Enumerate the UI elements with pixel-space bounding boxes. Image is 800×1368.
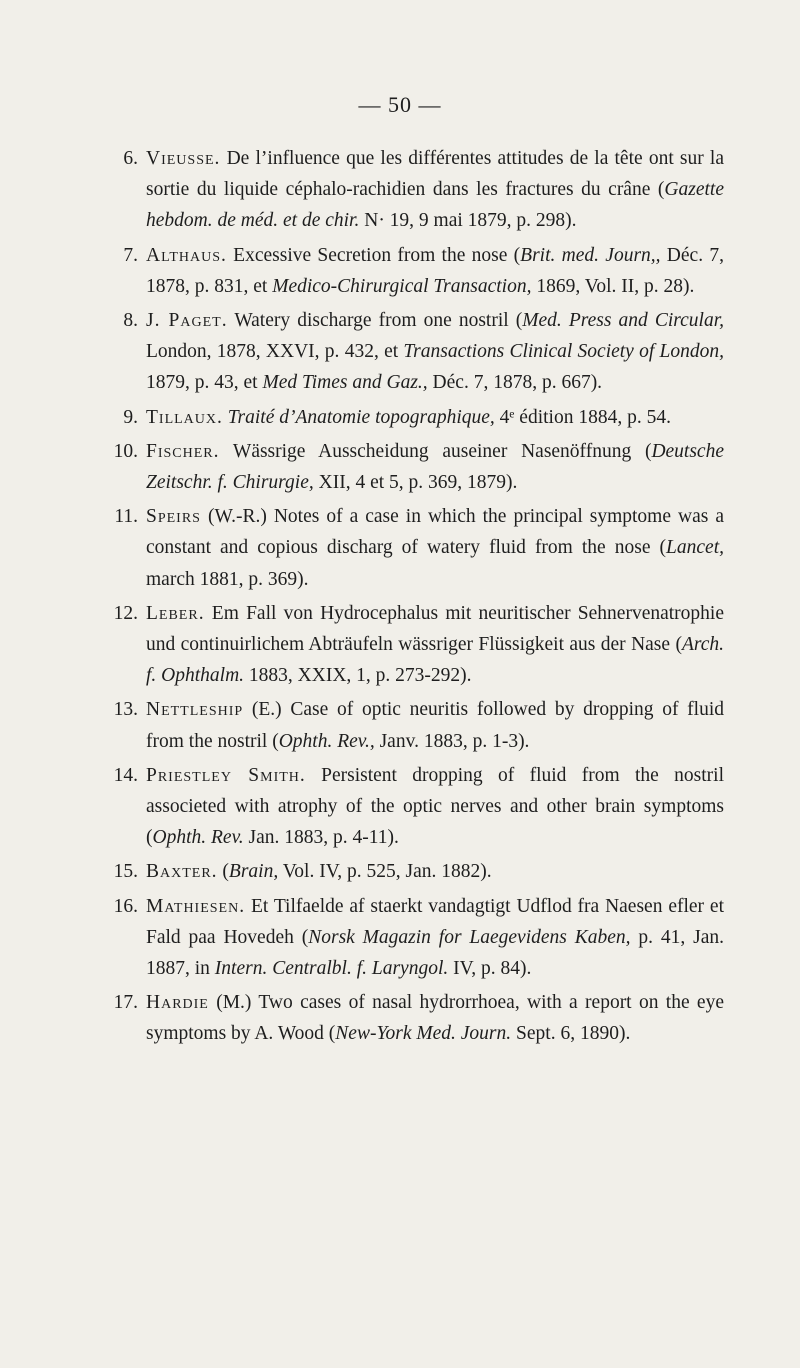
reference-text bbox=[146, 240, 724, 302]
reference-detail: Déc. 7, 1878, p. 831, et bbox=[146, 244, 724, 297]
reference-source-title: Transactions Clinical Society of London, bbox=[403, 341, 724, 363]
reference-entry bbox=[104, 891, 724, 985]
reference-text bbox=[146, 760, 724, 854]
reference-text bbox=[146, 891, 724, 985]
reference-number: 8. bbox=[123, 310, 138, 332]
reference-source-title: Deutsche Zeitschr. f. Chirurgie, bbox=[146, 440, 724, 494]
reference-entry bbox=[104, 760, 724, 854]
reference-detail: Excessive Secretion from the nose ( bbox=[226, 244, 521, 266]
reference-detail: 4ᵉ édition 1884, p. 54. bbox=[494, 406, 671, 428]
reference-entry bbox=[104, 694, 724, 756]
reference-author: Baxter. bbox=[146, 861, 218, 883]
reference-text bbox=[146, 987, 724, 1049]
reference-text bbox=[146, 501, 724, 595]
reference-detail: Persistent dropping of fluid from the nostril associeted with atrophy of the optic nerves and other brain symptoms ( bbox=[146, 764, 724, 849]
reference-number: 11. bbox=[114, 506, 138, 528]
reference-author: Mathiesen. bbox=[146, 895, 246, 917]
reference-entry bbox=[104, 143, 724, 237]
reference-number: 6. bbox=[123, 148, 138, 169]
reference-detail: 1879, p. 43, et bbox=[146, 372, 263, 394]
reference-detail: XII, 4 et 5, p. 369, 1879). bbox=[313, 472, 518, 494]
reference-detail: Sept. 6, 1890). bbox=[511, 1023, 631, 1045]
reference-number: 17. bbox=[113, 992, 138, 1014]
reference-detail: London, 1878, XXVI, p. 432, et bbox=[146, 341, 404, 363]
reference-number: 7. bbox=[123, 244, 138, 266]
reference-number: 9. bbox=[123, 406, 138, 428]
reference-source-title: Traité d’Anatomie topographique, bbox=[227, 406, 495, 428]
reference-detail: p. 41, Jan. 1887, in bbox=[146, 926, 724, 980]
reference-author: J. Paget. bbox=[146, 310, 228, 332]
reference-entry bbox=[104, 305, 724, 399]
reference-detail: march 1881, p. 369). bbox=[146, 568, 309, 590]
reference-detail: Jan. 1883, p. 4-11). bbox=[243, 827, 399, 849]
reference-text bbox=[146, 598, 724, 692]
reference-entry bbox=[104, 240, 724, 302]
reference-source-title: Medico-Chirurgical Transaction, bbox=[272, 275, 532, 297]
page-number: — 50 — bbox=[358, 92, 442, 117]
reference-text bbox=[146, 856, 724, 887]
reference-author: Speirs bbox=[146, 506, 201, 528]
reference-author: Vieusse. bbox=[146, 148, 221, 169]
reference-number: 10. bbox=[113, 440, 138, 462]
reference-detail: Em Fall von Hydrocephalus mit neuritischer Sehnervenatrophie und continuirlichem Abträufeln wässriger Flüssigkeit aus der Nase ( bbox=[146, 602, 724, 656]
reference-entry bbox=[104, 987, 724, 1049]
reference-source-title: Med. Press and Circular, bbox=[522, 310, 725, 332]
reference-detail: Déc. 7, 1878, p. 667). bbox=[427, 372, 603, 394]
reference-text bbox=[146, 436, 724, 498]
reference-detail: Janv. 1883, p. 1-3). bbox=[374, 730, 530, 752]
reference-source-title: Arch. f. Ophthalm. bbox=[146, 634, 724, 687]
reference-entry bbox=[104, 501, 724, 595]
reference-source-title: Brit. med. Journ,, bbox=[520, 244, 661, 266]
reference-detail: Wässrige Ausscheidung auseiner Nasenöffnung ( bbox=[219, 440, 652, 462]
reference-text bbox=[146, 694, 724, 756]
reference-author: Althaus. bbox=[146, 244, 227, 266]
reference-number: 16. bbox=[113, 895, 138, 917]
reference-author: Hardie bbox=[146, 992, 209, 1014]
reference-text bbox=[146, 402, 724, 433]
reference-source-title: Med Times and Gaz., bbox=[262, 372, 428, 394]
reference-detail: 1883, XXIX, 1, p. 273-292). bbox=[244, 665, 472, 687]
reference-number: 15. bbox=[113, 861, 138, 883]
reference-author: Fischer. bbox=[146, 440, 220, 462]
reference-author: Leber. bbox=[146, 602, 205, 624]
reference-detail: Et Tilfaelde af staerkt vandagtigt Udflod fra Naesen efler et Fald paa Hovedeh ( bbox=[146, 895, 724, 948]
reference-text bbox=[146, 305, 724, 399]
reference-author: Tillaux. bbox=[146, 406, 223, 428]
reference-text bbox=[146, 143, 724, 237]
reference-source-title: Brain, bbox=[228, 861, 279, 883]
reference-list bbox=[104, 143, 724, 1053]
reference-detail: (W.-R.) Notes of a case in which the principal symptome was a constant and copious discharg of watery fluid from the nose ( bbox=[146, 506, 724, 559]
reference-entry bbox=[104, 598, 724, 692]
reference-source-title: New-York Med. Journ. bbox=[335, 1023, 512, 1045]
reference-source-title: Ophth. Rev. bbox=[152, 827, 244, 849]
reference-detail: De l’influence que les différentes attitudes de la tête ont sur la sortie du liquide céphalo-rachidien dans les fractures du crâne ( bbox=[146, 148, 724, 201]
reference-source-title: Lancet, bbox=[666, 537, 724, 559]
reference-entry bbox=[104, 436, 724, 498]
reference-entry bbox=[104, 402, 724, 433]
reference-number: 14. bbox=[113, 764, 138, 786]
reference-detail: Watery discharge from one nostril ( bbox=[227, 310, 523, 332]
reference-source-title: Ophth. Rev., bbox=[278, 730, 375, 752]
reference-detail: 1869, Vol. II, p. 28). bbox=[531, 275, 695, 297]
reference-number: 13. bbox=[113, 699, 138, 721]
reference-detail: (E.) Case of optic neuritis followed by dropping of fluid from the nostril ( bbox=[146, 699, 724, 752]
reference-source-title: Intern. Centralbl. f. Laryngol. bbox=[214, 958, 449, 980]
reference-detail: N· 19, 9 mai 1879, p. 298). bbox=[359, 210, 577, 232]
reference-number: 12. bbox=[113, 602, 138, 624]
reference-detail: Vol. IV, p. 525, Jan. 1882). bbox=[278, 861, 492, 883]
reference-detail: IV, p. 84). bbox=[448, 958, 532, 980]
reference-detail: ( bbox=[217, 861, 229, 883]
reference-detail: (M.) Two cases of nasal hydrorrhoea, with a report on the eye symptoms by A. Wood ( bbox=[146, 992, 724, 1045]
reference-source-title: Norsk Magazin for Laegevidens Kaben, bbox=[308, 926, 631, 948]
reference-entry bbox=[104, 856, 724, 887]
reference-author: Priestley Smith. bbox=[146, 764, 306, 786]
reference-source-title: Gazette hebdom. de méd. et de chir. bbox=[146, 179, 724, 232]
reference-author: Nettleship bbox=[146, 699, 244, 721]
